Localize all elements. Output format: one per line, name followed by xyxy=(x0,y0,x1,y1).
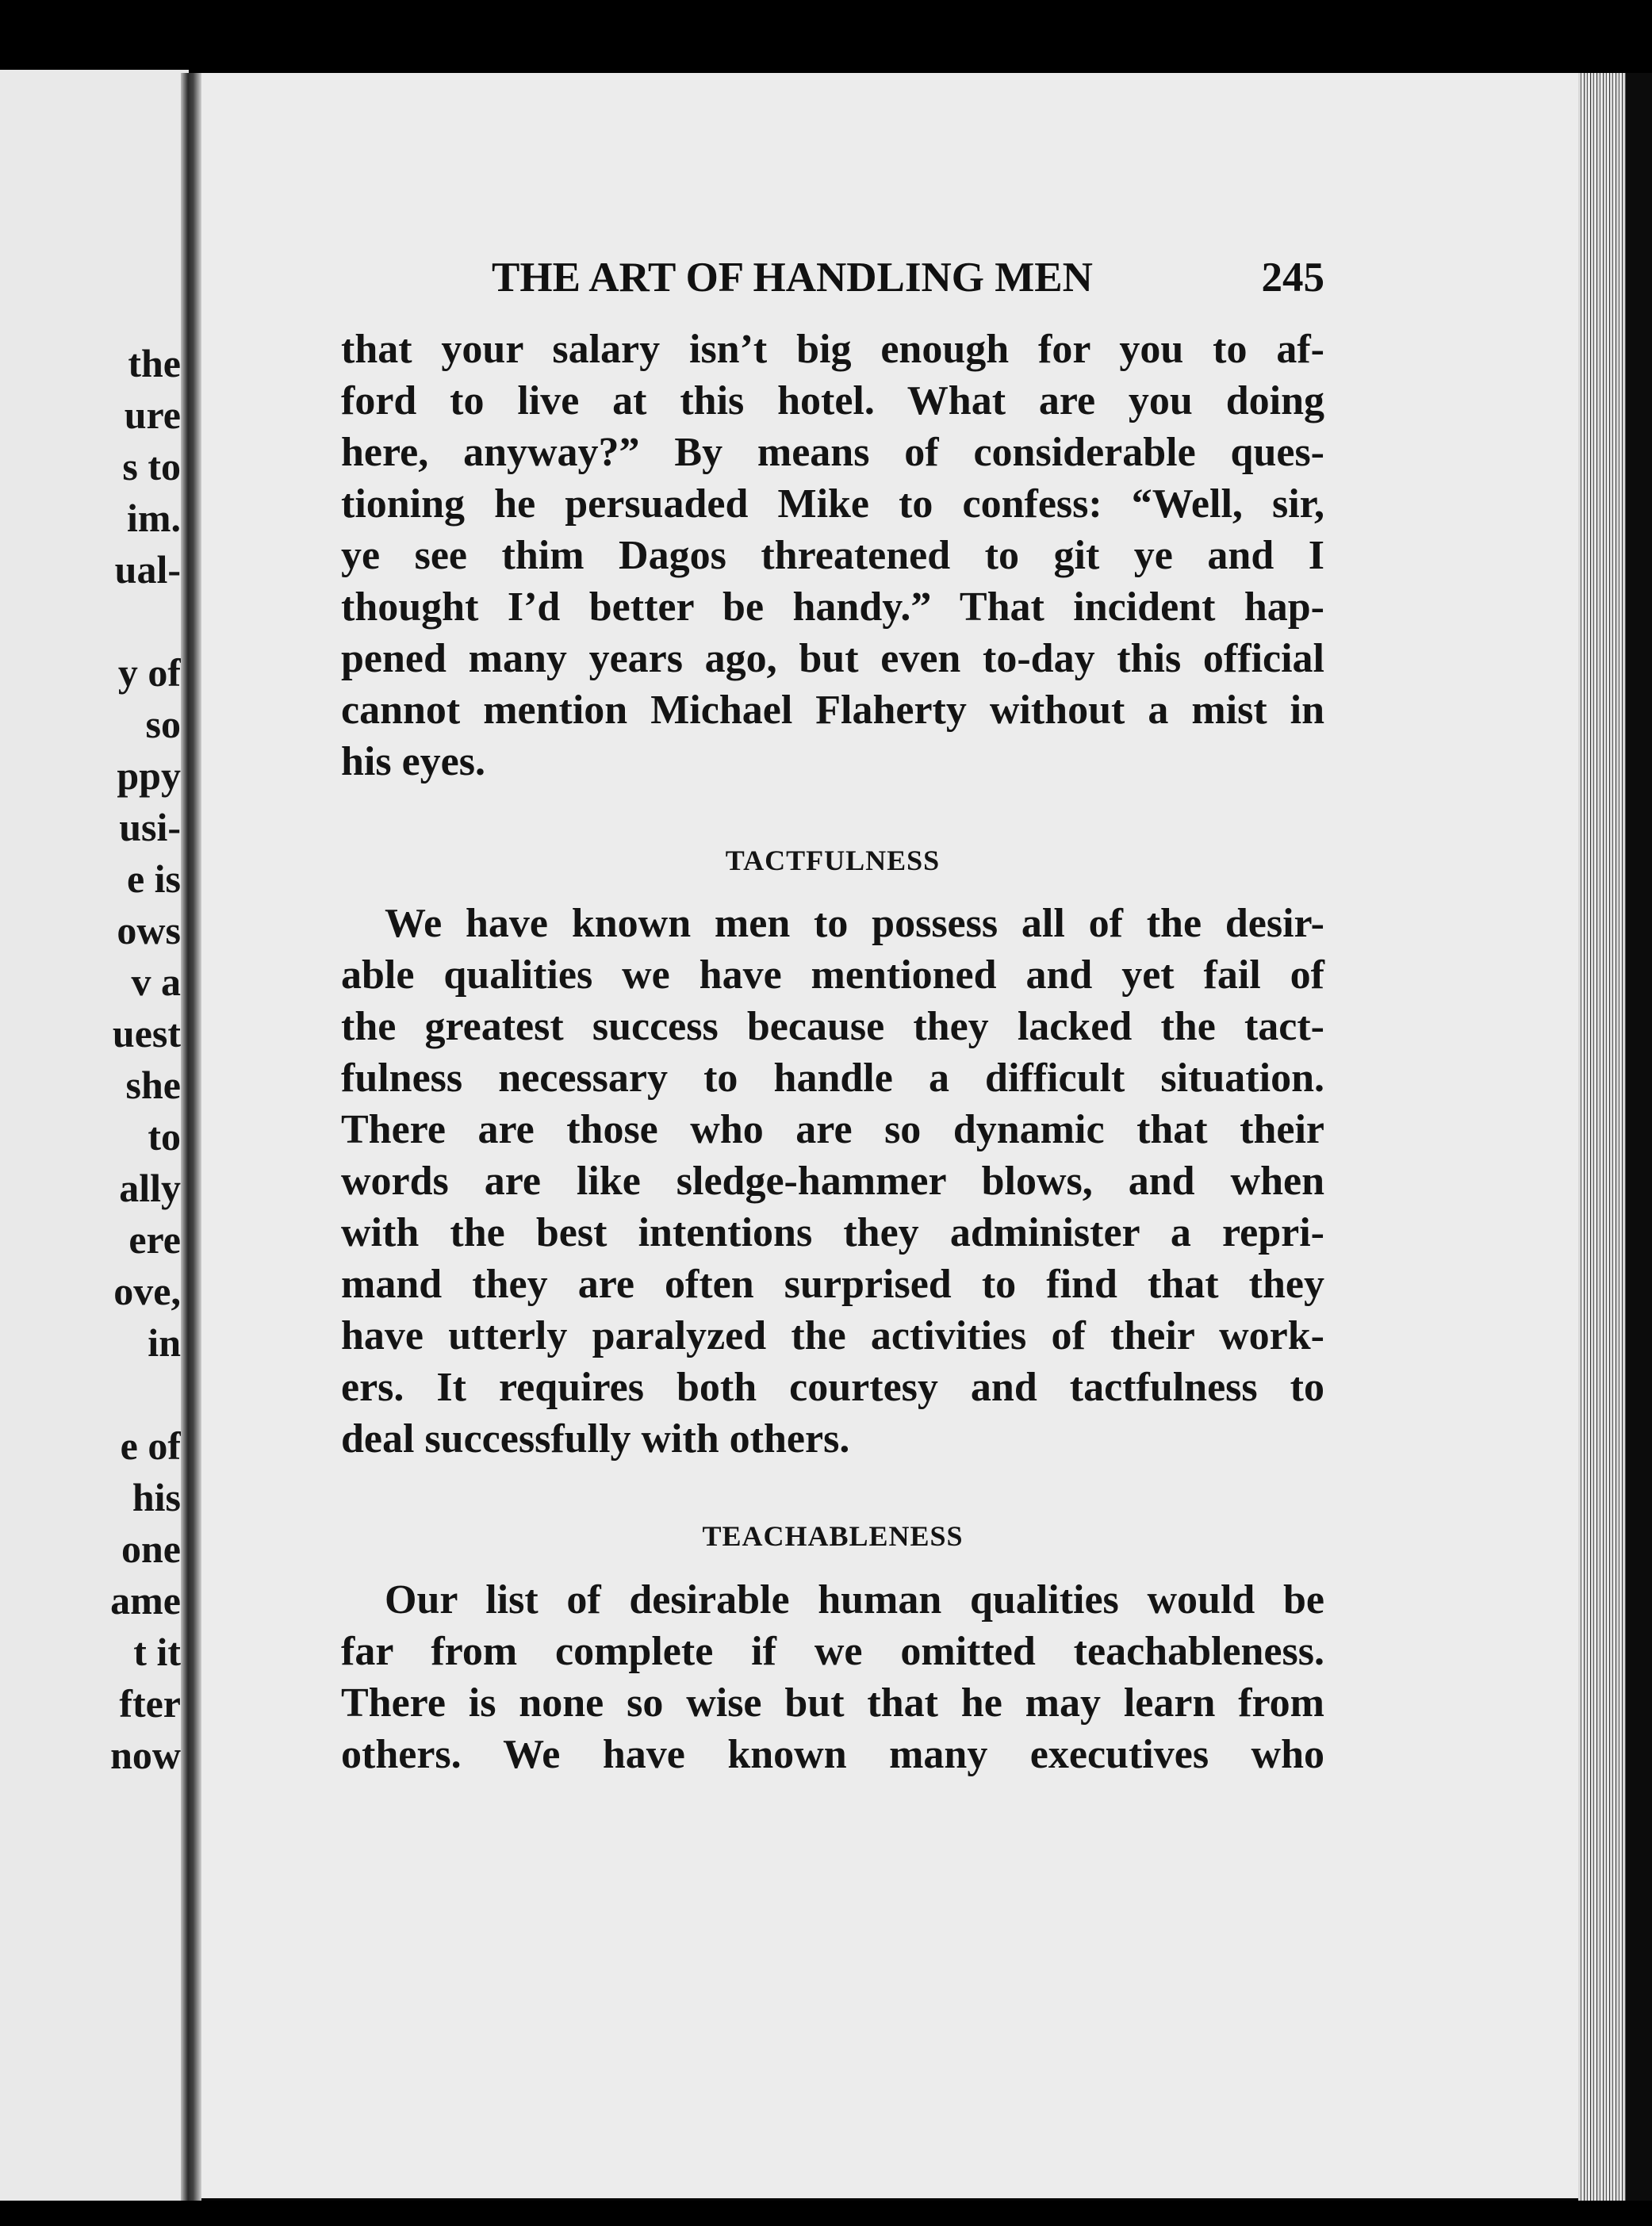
left-page-fragment: to xyxy=(148,1114,181,1159)
text-line: with the best intentions they administer a repri- xyxy=(341,1210,1324,1255)
text-line: deal successfully with others. xyxy=(341,1416,850,1462)
text-line: have utterly paralyzed the activities of their work- xyxy=(341,1313,1324,1358)
left-page-fragment: ows xyxy=(117,908,181,952)
text-line: cannot mention Michael Flaherty without a mist in xyxy=(341,688,1324,733)
left-page-fragment: y of xyxy=(117,650,181,695)
text-line: ye see thim Dagos threatened to git ye and I xyxy=(341,533,1324,578)
running-head-title: THE ART OF HANDLING MEN xyxy=(492,255,1093,301)
left-page-fragment: e of xyxy=(120,1423,181,1468)
scan-border-top xyxy=(0,0,1652,79)
paragraph-3 xyxy=(341,1574,1324,1780)
page-number: 245 xyxy=(1261,255,1324,301)
section-heading-teachableness: TEACHABLENESS xyxy=(702,1520,964,1552)
text-line: thought I’d better be handy.” That incident hap- xyxy=(341,584,1324,630)
text-line: his eyes. xyxy=(341,739,485,784)
text-line: We have known men to possess all of the desir- xyxy=(385,901,1324,946)
left-page-fragment: ure xyxy=(124,393,181,437)
text-line: the greatest success because they lacked the tact- xyxy=(341,1004,1324,1049)
left-page-fragment: in xyxy=(148,1320,181,1365)
left-page-fragment: t it xyxy=(133,1630,181,1674)
left-page-fragment: usi- xyxy=(119,805,181,849)
left-page-fragment: the xyxy=(128,341,181,385)
left-page-fragment: fter xyxy=(119,1681,181,1726)
left-page-fragment: his xyxy=(132,1475,181,1519)
text-line: able qualities we have mentioned and yet fail of xyxy=(341,952,1324,998)
paragraph-1 xyxy=(341,324,1324,787)
left-page-fragment: now xyxy=(110,1733,181,1777)
text-line: pened many years ago, but even to-day this official xyxy=(341,636,1324,681)
text-line: tioning he persuaded Mike to confess: “Well, sir, xyxy=(341,481,1324,527)
text-line: fulness necessary to handle a difficult situation. xyxy=(341,1056,1324,1101)
paragraph-2 xyxy=(341,898,1324,1465)
book-gutter xyxy=(181,73,201,2201)
left-page-fragment: ame xyxy=(110,1578,181,1623)
text-line: far from complete if we omitted teachableness. xyxy=(341,1629,1324,1674)
text-line: here, anyway?” By means of considerable ques- xyxy=(341,430,1324,475)
left-page xyxy=(0,70,189,2203)
left-page-fragment: ally xyxy=(119,1166,181,1210)
left-page-fragment: ere xyxy=(128,1217,181,1262)
scan-border-bottom xyxy=(0,2201,1652,2226)
left-page-fragment: so xyxy=(145,702,181,746)
text-line: mand they are often surprised to find that they xyxy=(341,1262,1324,1307)
left-page-fragment: ual- xyxy=(114,547,181,592)
text-line: words are like sledge-hammer blows, and when xyxy=(341,1159,1324,1204)
running-head xyxy=(492,250,1324,305)
left-page-fragment: one xyxy=(121,1527,181,1571)
left-page-fragment: im. xyxy=(126,496,181,540)
text-line: There is none so wise but that he may learn from xyxy=(341,1680,1324,1726)
section-heading-tactfulness: TACTFULNESS xyxy=(725,845,941,876)
left-page-fragment: ove, xyxy=(113,1269,181,1313)
left-page-fragment: uest xyxy=(112,1011,181,1056)
left-page-fragment: s to xyxy=(122,444,181,488)
page-edges-shadow xyxy=(1626,73,1652,2201)
text-line: that your salary isn’t big enough for you to af- xyxy=(341,327,1324,372)
left-page-fragment: e is xyxy=(126,856,181,901)
text-line: Our list of desirable human qualities would be xyxy=(385,1577,1324,1623)
left-page-fragment: ppy xyxy=(117,753,181,798)
text-line: There are those who are so dynamic that their xyxy=(341,1107,1324,1152)
text-line: others. We have known many executives who xyxy=(341,1732,1324,1777)
text-line: ford to live at this hotel. What are you doing xyxy=(341,378,1324,423)
left-page-fragment: v a xyxy=(131,960,181,1004)
text-line: ers. It requires both courtesy and tactfulness to xyxy=(341,1365,1324,1410)
left-page-fragment: she xyxy=(125,1063,181,1107)
page-edges xyxy=(1578,73,1626,2201)
